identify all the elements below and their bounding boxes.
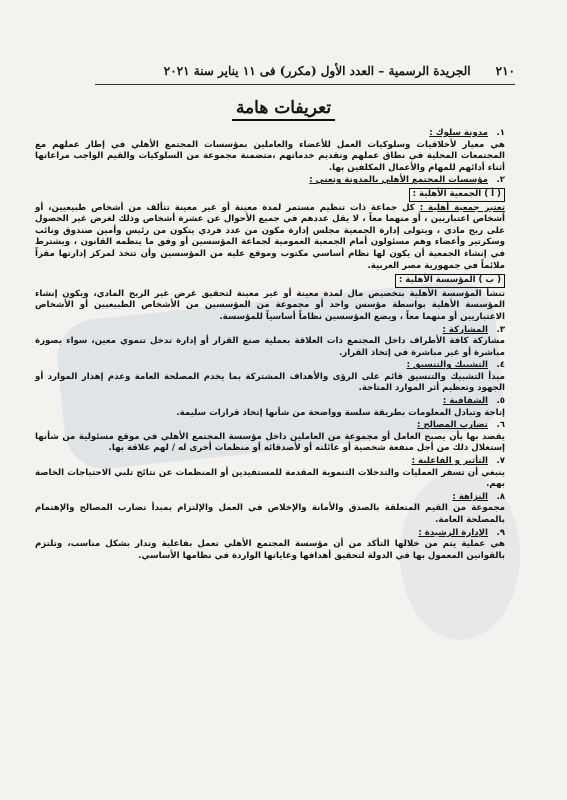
gazette-title: الجريدة الرسمية – العدد الأول (مكرر) فى ١١ يناير سنة ٢٠٢١ <box>163 64 471 78</box>
item-text: يقصد بها بأن يصبح العامل أو مجموعة من العاملين داخل مؤسسة المجتمع الأهلي في موقع مسئولية من شأنها إستغلال ذلك من أجل منفعة شخصية أو عائلته أو لأصدقائه أو منظمات أخرى له / لهم علاقة بها. <box>35 431 505 454</box>
item-number: ٦. <box>496 420 505 431</box>
item-number: ٧. <box>496 456 505 467</box>
item-heading: مدونة سلوك : <box>429 128 488 138</box>
item-text: مشاركة كافة الأطراف داخل المجتمع ذات العلاقة بعملية صنع القرار أو إدارة تدخل تنموي معين، سواء بصورة مباشرة أو غير مباشرة في إتخاذ القرار. <box>35 336 505 358</box>
sub-definition <box>35 273 505 323</box>
sub-definition <box>35 187 505 272</box>
item-text: هي عملية يتم من خلالها التأكد من أن مؤسسة المجتمع الأهلي تعمل بفاعلية وتدار بشكل مناسب، وتلتزم بالقوانين المعمول بها في الدولة لتحقيق أهدافها وغاياتها الواردة في نظامها الأساسي. <box>35 539 505 561</box>
item-heading: تضارب المصالح : <box>417 420 488 431</box>
item-heading: الإدارة الرشيدة : <box>418 527 488 538</box>
definition-item <box>35 420 505 455</box>
item-number: ٨. <box>496 491 505 502</box>
item-heading: مؤسسات المجتمع الأهلي بالمدونة وتعني : <box>309 175 488 186</box>
definition-item <box>35 456 505 491</box>
sub-body: كل جماعة ذات تنظيم مستمر لمدة معينة أو غير معينة تتألف من أشخاص طبيعيين، أو أشخاص اعتباريين ، أو منهما معاً ، لا يقل عددهم في جميع الأحوال عن عشرة أشخاص وذلك لغرض غير الحصول على ربح مادي ، ويتولى إدارة الجمعية مجلس إدارة مكون من عدد فردي يتكون من رئيس وأمين صندوق ونائب وسكرتير وأعضاء وهم مسئولون أمام الجمعية العمومية لجماعة المؤسسين أو وفق ما ينظمه القانون ، ويشترط في إنشاء الجمعية أن يكون لها نظام أساسي مكتوب وموقع عليه من المؤسسين وأن تتخذ لمركز إدارتها مقراً ملائماً في جمهورية مصر العربية. <box>35 202 505 271</box>
item-heading: الشفافية : <box>442 396 488 407</box>
document-body <box>35 128 505 563</box>
page-number: ٢١٠ <box>495 64 515 78</box>
item-number: ٣. <box>496 324 505 335</box>
item-number: ١. <box>496 128 505 138</box>
item-heading: التشبيك والتنسيق : <box>406 360 488 371</box>
sub-heading: ( ب ) المؤسسة الأهلية : <box>395 274 505 288</box>
item-text: هي معيار لأخلاقيات وسلوكيات العمل للأعضاء والعاملين بمؤسسات المجتمع الأهلي في إطار عملهم مع المجتمعات المحلية في نطاق عملهم وتقديم خدماتهم ،متضمنة مجموعة من السلوكيات والقيم الواجب مراعاتها أثناء أدائهم للمهام والأعمال المكلفين بها. <box>35 139 505 173</box>
definition-item <box>35 175 505 323</box>
item-heading: المشاركة : <box>442 324 488 335</box>
page-header <box>95 64 515 78</box>
item-heading: النزاهة : <box>452 491 488 502</box>
item-text: مبدأ التشبيك والتنسيق قائم على الرؤى والأهداف المشتركة بما يخدم المصلحة العامة وعدم إهدار الموارد أو الجهود وتعظيم أثر الموارد المتاحة. <box>35 371 505 394</box>
sub-lead: تعتبر جمعية أهلية : <box>419 202 505 213</box>
item-number: ٥. <box>496 396 505 407</box>
sub-text: تنشأ المؤسسة الأهلية بتخصيص مال لمدة معينة أو غير معينة لتحقيق غرض غير الربح المادي، ويكون إنشاء المؤسسة الأهلية بواسطة مؤسس واحد أو مجموعة من المؤسسين من الأشخاص الطبيعيين أو الأشخاص الاعتباريين أو منهما معاً ، ويضع المؤسسين نظاماً أساسياً للمؤسسة. <box>35 288 505 322</box>
header-rule <box>95 84 515 85</box>
item-text: ينبغي أن تسفر العمليات والتدخلات التنموية المقدمة للمستفيدين أو المنظمات عن نتائج تلبي الاحتياجات الخاصة بهم. <box>35 467 505 490</box>
definition-item <box>35 528 505 563</box>
item-heading: التأثير و الفاعلية : <box>411 456 488 467</box>
definition-item <box>35 492 505 527</box>
definition-item <box>35 325 505 360</box>
definition-item <box>35 128 505 174</box>
item-text: إتاحة وتبادل المعلومات بطريقة سلسة وواضحة من شأنها إتخاذ قرارات سليمة. <box>176 407 505 418</box>
definition-item <box>35 360 505 395</box>
sub-text <box>35 203 505 273</box>
item-number: ٢. <box>496 175 505 186</box>
item-number: ٤. <box>496 360 505 371</box>
item-text: مجموعة من القيم المتعلقة بالصدق والأمانة والإخلاص في العمل والإلتزام بمبدأ تضارب المصالح والإهتمام بالمصلحة العامة. <box>35 503 505 525</box>
sub-heading: ( أ ) الجمعية الأهلية : <box>409 188 505 202</box>
page-title: تعريفات هامة <box>232 98 335 121</box>
definition-item <box>35 396 505 419</box>
item-number: ٩. <box>496 527 505 538</box>
